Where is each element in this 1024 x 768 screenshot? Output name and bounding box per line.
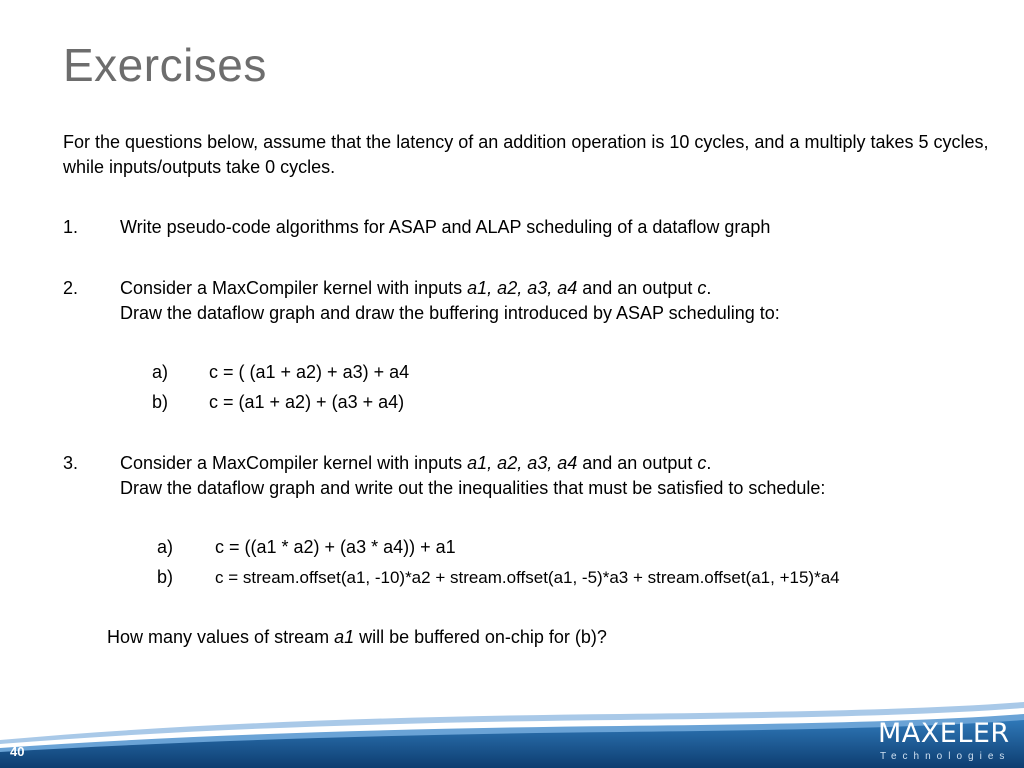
- item-3b-text: c = stream.offset(a1, -10)*a2 + stream.offset(a1, -5)*a3 + stream.offset(a1, +15)*a4: [215, 568, 840, 587]
- item-1-text: Write pseudo-code algorithms for ASAP and ALAP scheduling of a dataflow graph: [120, 217, 771, 237]
- item-2-line2: Draw the dataflow graph and draw the buffering introduced by ASAP scheduling to:: [120, 303, 780, 323]
- item-3-line2: Draw the dataflow graph and write out the inequalities that must be satisfied to schedule:: [120, 478, 826, 498]
- item-3-text-middle: and an output: [577, 453, 698, 473]
- page-number: 40: [10, 744, 25, 759]
- item-2-number: 2.: [63, 278, 79, 298]
- question-stream: a1: [334, 627, 355, 647]
- item-2-text: [120, 276, 1000, 326]
- item-3-number: 3.: [63, 453, 79, 473]
- item-2a-text: c = ( (a1 + a2) + a3) + a4: [209, 362, 410, 382]
- item-2-output: c: [697, 278, 707, 298]
- slide-title: Exercises: [63, 39, 267, 91]
- item-2-text-after: .: [706, 278, 712, 298]
- item-3-text-after: .: [706, 453, 712, 473]
- item-3-text: [120, 451, 1000, 501]
- item-3a-text: c = ((a1 * a2) + (a3 * a4)) + a1: [215, 537, 456, 557]
- footer-wave-graphic: [0, 700, 1024, 768]
- question-before: How many values of stream: [107, 627, 335, 647]
- item-3-inputs: a1, a2, a3, a4: [467, 453, 578, 473]
- item-3-output: c: [697, 453, 707, 473]
- footer-band: [0, 700, 1024, 768]
- intro-paragraph: For the questions below, assume that the latency of an addition operation is 10 cycles, and a multiply takes 5 cycles, while inputs/outputs take 0 cycles.: [63, 132, 989, 177]
- item-3b-label: b): [157, 567, 174, 587]
- company-logo: MAXELER: [878, 718, 1010, 749]
- item-2-text-middle: and an output: [577, 278, 698, 298]
- item-1-number: 1.: [63, 217, 79, 237]
- item-2a-label: a): [152, 362, 169, 382]
- company-logo-tagline: Technologies: [880, 751, 1011, 762]
- item-2-text-before: Consider a MaxCompiler kernel with inputs: [120, 278, 468, 298]
- item-2b-text: c = (a1 + a2) + (a3 + a4): [209, 392, 405, 412]
- question-after: will be buffered on-chip for (b)?: [354, 627, 607, 647]
- item-3-text-before: Consider a MaxCompiler kernel with inputs: [120, 453, 468, 473]
- item-2-inputs: a1, a2, a3, a4: [467, 278, 578, 298]
- item-2b-label: b): [152, 392, 169, 412]
- item-3a-label: a): [157, 537, 174, 557]
- buffer-question: [107, 625, 607, 650]
